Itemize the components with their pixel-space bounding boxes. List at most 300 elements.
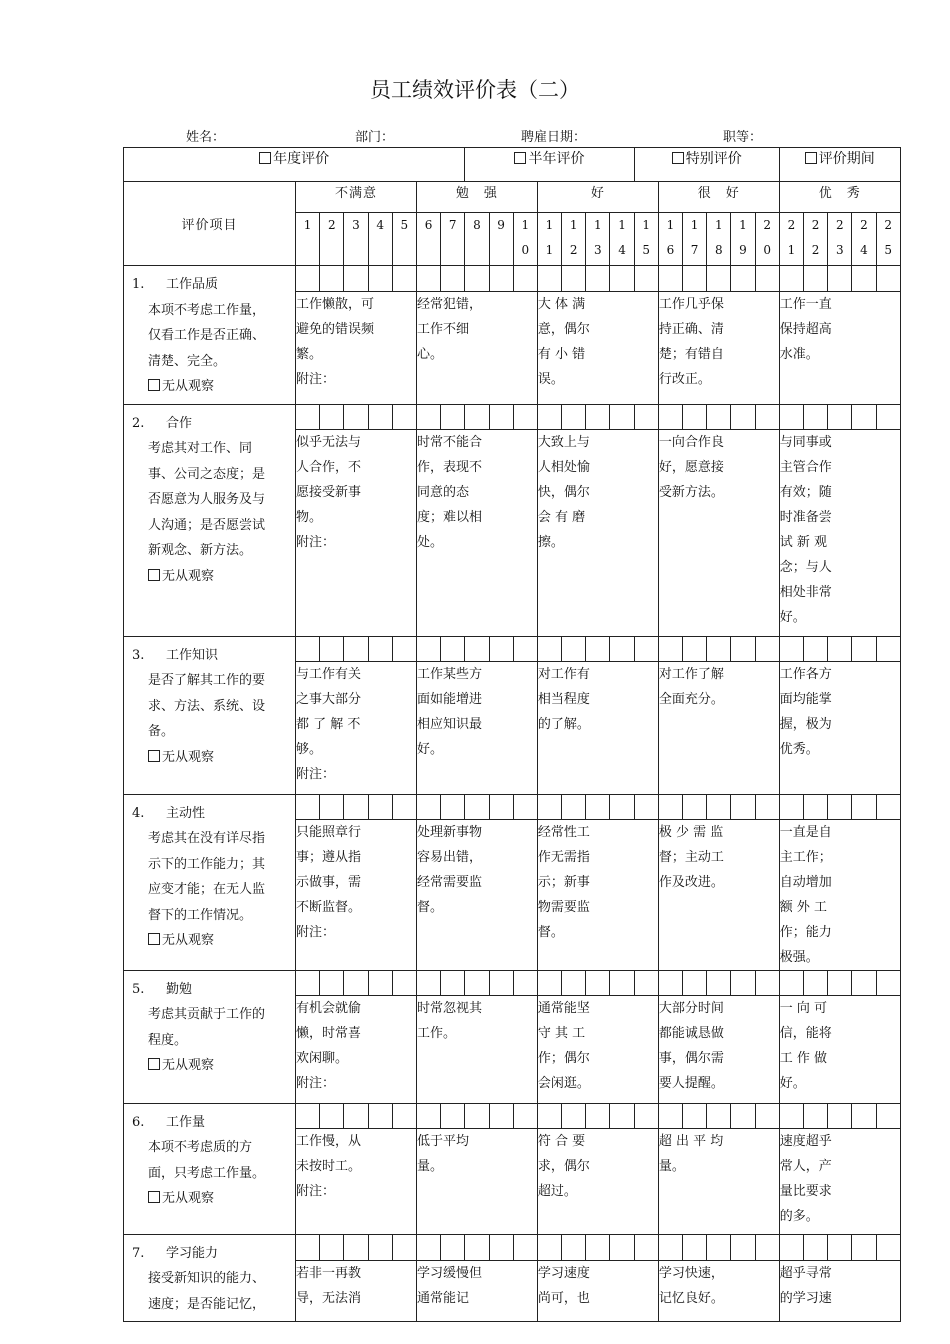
score-box[interactable] <box>658 266 682 292</box>
score-box[interactable] <box>828 266 852 292</box>
score-box[interactable] <box>392 404 416 429</box>
score-box[interactable] <box>779 970 803 995</box>
level-line: 作及改进。 <box>658 874 724 890</box>
score-box[interactable] <box>344 1234 368 1261</box>
score-box[interactable] <box>441 404 465 429</box>
score-box[interactable] <box>876 636 900 661</box>
level-line: 时常忽视其 <box>416 1000 482 1016</box>
item-desc-line: 考虑其贡献于工作的 <box>148 1007 266 1022</box>
score-box[interactable] <box>852 1103 876 1128</box>
score-box[interactable] <box>707 970 731 995</box>
level-description <box>658 1128 779 1234</box>
score-box[interactable] <box>465 1234 489 1261</box>
score-box[interactable] <box>562 404 586 429</box>
score-box[interactable] <box>876 266 900 292</box>
level-description <box>296 995 417 1103</box>
item-desc-line: 速度；是否能记忆， <box>148 1296 266 1312</box>
score-box[interactable] <box>658 404 682 429</box>
level-line: 一向合作良 <box>658 434 724 450</box>
level-line: 超乎寻常 <box>779 1266 832 1282</box>
score-box[interactable] <box>416 266 440 292</box>
score-digit: 0 <box>521 243 530 257</box>
score-box[interactable] <box>779 404 803 429</box>
score-box[interactable] <box>465 1103 489 1128</box>
score-box[interactable] <box>828 1234 852 1261</box>
score-box[interactable] <box>465 636 489 661</box>
score-box[interactable] <box>465 970 489 995</box>
score-box[interactable] <box>465 404 489 429</box>
score-box[interactable] <box>586 636 610 661</box>
score-box[interactable] <box>852 1234 876 1261</box>
level-line: 会闲逛。 <box>537 1075 590 1091</box>
score-box[interactable] <box>537 970 561 995</box>
score-box[interactable] <box>707 266 731 292</box>
score-box[interactable] <box>586 404 610 429</box>
score-box[interactable] <box>513 1234 537 1261</box>
no-observe-option[interactable] <box>148 745 287 771</box>
score-digit: 3 <box>594 243 602 257</box>
score-box[interactable] <box>344 636 368 661</box>
score-13 <box>586 213 610 266</box>
item-number: 2. <box>132 415 145 431</box>
item-number: 5. <box>132 981 145 997</box>
score-box[interactable] <box>731 794 755 819</box>
score-box[interactable] <box>634 970 658 995</box>
score-box[interactable] <box>707 636 731 661</box>
score-box[interactable] <box>634 266 658 292</box>
level-line: 快，偶尔 <box>537 484 590 500</box>
level-description <box>296 429 417 636</box>
score-digit: 2 <box>763 218 771 232</box>
score-box[interactable] <box>707 1103 731 1128</box>
score-box[interactable] <box>562 970 586 995</box>
score-box[interactable] <box>296 970 320 995</box>
score-box[interactable] <box>320 636 344 661</box>
score-11 <box>537 213 561 266</box>
score-box[interactable] <box>562 1234 586 1261</box>
score-box[interactable] <box>731 1234 755 1261</box>
score-22 <box>803 213 827 266</box>
item-desc-line: 清楚、完全。 <box>148 353 227 369</box>
score-box[interactable] <box>876 1103 900 1128</box>
score-box[interactable] <box>586 1103 610 1128</box>
period-annual-option[interactable] <box>124 148 465 182</box>
score-box[interactable] <box>296 1103 320 1128</box>
level-line: 示做事，需 <box>296 874 362 890</box>
level-description <box>658 292 779 404</box>
score-box[interactable] <box>586 266 610 292</box>
item-title-text: 工作量 <box>166 1114 206 1130</box>
checkbox-icon[interactable] <box>148 569 160 581</box>
score-box[interactable] <box>416 636 440 661</box>
score-box[interactable] <box>852 970 876 995</box>
score-box[interactable] <box>779 1234 803 1261</box>
score-box[interactable] <box>610 1103 634 1128</box>
level-line: 楚；有错自 <box>658 347 724 363</box>
period-range-option[interactable] <box>779 148 900 182</box>
level-line: 经常犯错， <box>416 297 482 313</box>
score-box[interactable] <box>586 970 610 995</box>
score-box[interactable] <box>344 266 368 292</box>
score-box[interactable] <box>416 970 440 995</box>
score-box[interactable] <box>368 404 392 429</box>
level-line: 工 作 做 <box>779 1050 828 1066</box>
score-box[interactable] <box>634 636 658 661</box>
eval-item-header: 评价项目 <box>124 182 296 266</box>
level-line: 物需要监 <box>537 899 590 915</box>
score-box[interactable] <box>392 1234 416 1261</box>
score-box[interactable] <box>683 794 707 819</box>
score-box[interactable] <box>658 1234 682 1261</box>
score-box[interactable] <box>416 404 440 429</box>
checkbox-icon[interactable] <box>148 1058 160 1070</box>
no-observe-option[interactable] <box>148 1053 287 1079</box>
score-box[interactable] <box>731 266 755 292</box>
score-box[interactable] <box>562 636 586 661</box>
score-box[interactable] <box>658 636 682 661</box>
score-box[interactable] <box>803 1103 827 1128</box>
score-box[interactable] <box>610 1234 634 1261</box>
score-box[interactable] <box>368 1103 392 1128</box>
checkbox-icon[interactable] <box>148 379 160 391</box>
score-box[interactable] <box>537 794 561 819</box>
item-desc-line: 本项不考虑工作量， <box>148 302 266 318</box>
score-box[interactable] <box>296 404 320 429</box>
score-2 <box>320 213 344 266</box>
score-digit: 1 <box>690 218 699 232</box>
score-digit: 1 <box>303 218 312 232</box>
score-box[interactable] <box>876 794 900 819</box>
score-box[interactable] <box>634 794 658 819</box>
score-box[interactable] <box>779 266 803 292</box>
level-line: 经常性工 <box>537 824 590 840</box>
score-box[interactable] <box>513 794 537 819</box>
score-box[interactable] <box>634 1234 658 1261</box>
item-number: 1. <box>132 277 145 292</box>
grade-good: 好 <box>537 182 658 213</box>
level-line: 相当程度 <box>537 691 590 707</box>
item-number: 7. <box>132 1245 145 1261</box>
score-box[interactable] <box>755 404 779 429</box>
score-box[interactable] <box>441 1103 465 1128</box>
score-box[interactable] <box>683 636 707 661</box>
level-line: 欢闲聊。 <box>296 1050 349 1066</box>
score-digit: 4 <box>860 243 868 257</box>
score-box[interactable] <box>634 404 658 429</box>
item-title-text: 工作品质 <box>166 277 219 292</box>
score-box[interactable] <box>513 636 537 661</box>
department-label: 部门： <box>355 130 395 145</box>
item-desc-line: 面，只考虑工作量。 <box>148 1165 266 1181</box>
score-digit: 2 <box>835 218 844 232</box>
score-box[interactable] <box>779 794 803 819</box>
score-box[interactable] <box>852 636 876 661</box>
score-box[interactable] <box>392 266 416 292</box>
score-box[interactable] <box>320 266 344 292</box>
score-box[interactable] <box>320 1103 344 1128</box>
score-digit: 7 <box>690 243 699 257</box>
score-box[interactable] <box>416 1234 440 1261</box>
score-box[interactable] <box>803 266 827 292</box>
score-box[interactable] <box>803 794 827 819</box>
level-line: 试 新 观 <box>779 534 828 550</box>
score-box[interactable] <box>707 1234 731 1261</box>
item-row <box>124 794 901 819</box>
score-box[interactable] <box>441 794 465 819</box>
score-box[interactable] <box>876 404 900 429</box>
hire-date-label: 聘雇日期： <box>521 130 587 145</box>
checkbox-icon[interactable] <box>514 152 526 164</box>
score-box[interactable] <box>489 404 513 429</box>
score-box[interactable] <box>828 1103 852 1128</box>
score-box[interactable] <box>755 1103 779 1128</box>
score-25 <box>876 213 900 266</box>
score-box[interactable] <box>610 636 634 661</box>
score-box[interactable] <box>441 266 465 292</box>
score-box[interactable] <box>465 794 489 819</box>
score-box[interactable] <box>320 794 344 819</box>
score-box[interactable] <box>562 794 586 819</box>
score-box[interactable] <box>416 1103 440 1128</box>
score-box[interactable] <box>586 1234 610 1261</box>
score-box[interactable] <box>344 1103 368 1128</box>
score-box[interactable] <box>562 266 586 292</box>
level-line: 速度超乎 <box>779 1133 832 1149</box>
score-box[interactable] <box>803 1234 827 1261</box>
score-box[interactable] <box>803 970 827 995</box>
score-box[interactable] <box>368 1234 392 1261</box>
score-digit: 1 <box>569 218 578 232</box>
no-observe-option[interactable] <box>148 1186 287 1212</box>
score-box[interactable] <box>296 266 320 292</box>
score-box[interactable] <box>852 266 876 292</box>
level-line: 懒，时常喜 <box>296 1025 362 1041</box>
level-line: 事，偶尔需 <box>658 1050 724 1066</box>
level-line: 一 向 可 <box>779 1000 828 1016</box>
item-desc-line: 程度。 <box>148 1032 188 1048</box>
score-box[interactable] <box>441 636 465 661</box>
attachment-note-label: 附注： <box>296 1183 336 1199</box>
score-box[interactable] <box>392 636 416 661</box>
score-box[interactable] <box>537 1103 561 1128</box>
level-line: 学习快速， <box>658 1266 724 1282</box>
score-box[interactable] <box>368 794 392 819</box>
score-box[interactable] <box>368 636 392 661</box>
score-box[interactable] <box>755 636 779 661</box>
score-box[interactable] <box>344 794 368 819</box>
item-desc-line: 考虑其在没有详尽指 <box>148 831 266 846</box>
score-box[interactable] <box>803 636 827 661</box>
score-box[interactable] <box>537 404 561 429</box>
score-box[interactable] <box>707 794 731 819</box>
score-box[interactable] <box>755 266 779 292</box>
score-box[interactable] <box>537 636 561 661</box>
level-line: 学习速度 <box>537 1266 590 1282</box>
score-digit: 8 <box>714 243 723 257</box>
level-line: 握，极为 <box>779 716 832 732</box>
level-line: 信，能将 <box>779 1025 832 1041</box>
score-box[interactable] <box>513 404 537 429</box>
score-box[interactable] <box>707 404 731 429</box>
score-digit: 9 <box>739 243 747 257</box>
item-row <box>124 1103 901 1128</box>
score-box[interactable] <box>852 404 876 429</box>
no-observe-label: 无从观察 <box>162 379 215 394</box>
score-24 <box>852 213 876 266</box>
level-line: 作；能力 <box>779 924 832 940</box>
level-line: 工作各方 <box>779 666 832 682</box>
checkbox-icon[interactable] <box>148 933 160 945</box>
level-line: 全面充分。 <box>658 691 724 707</box>
item-title <box>132 643 287 669</box>
score-box[interactable] <box>731 404 755 429</box>
score-box[interactable] <box>489 1234 513 1261</box>
item-row <box>124 970 901 995</box>
score-box[interactable] <box>755 1234 779 1261</box>
score-box[interactable] <box>344 970 368 995</box>
score-box[interactable] <box>610 794 634 819</box>
level-description <box>296 661 417 794</box>
score-box[interactable] <box>562 1103 586 1128</box>
no-observe-option[interactable] <box>148 564 287 590</box>
evaluation-table <box>123 147 901 1322</box>
score-box[interactable] <box>513 970 537 995</box>
score-box[interactable] <box>852 794 876 819</box>
name-label: 姓名： <box>186 130 226 145</box>
score-box[interactable] <box>779 636 803 661</box>
score-box[interactable] <box>683 404 707 429</box>
score-box[interactable] <box>731 636 755 661</box>
score-box[interactable] <box>320 970 344 995</box>
score-digit: 9 <box>497 218 505 232</box>
checkbox-icon[interactable] <box>259 152 271 164</box>
score-digit: 4 <box>618 243 626 257</box>
score-box[interactable] <box>658 1103 682 1128</box>
score-box[interactable] <box>828 636 852 661</box>
score-box[interactable] <box>537 266 561 292</box>
level-line: 对工作了解 <box>658 666 724 682</box>
score-box[interactable] <box>513 266 537 292</box>
checkbox-icon[interactable] <box>148 750 160 762</box>
score-20 <box>755 213 779 266</box>
score-box[interactable] <box>441 1234 465 1261</box>
score-box[interactable] <box>441 970 465 995</box>
level-line: 通常能坚 <box>537 1000 590 1016</box>
score-box[interactable] <box>683 266 707 292</box>
level-line: 事；遵从指 <box>296 849 362 865</box>
item-title <box>132 411 287 437</box>
score-box[interactable] <box>683 970 707 995</box>
score-box[interactable] <box>392 1103 416 1128</box>
score-box[interactable] <box>731 970 755 995</box>
level-line: 量。 <box>416 1158 443 1174</box>
score-box[interactable] <box>296 636 320 661</box>
score-box[interactable] <box>416 794 440 819</box>
score-box[interactable] <box>489 794 513 819</box>
level-line: 与工作有关 <box>296 666 362 682</box>
score-box[interactable] <box>876 970 900 995</box>
item-row <box>124 404 901 429</box>
score-box[interactable] <box>489 1103 513 1128</box>
level-line: 水准。 <box>779 347 819 363</box>
score-box[interactable] <box>465 266 489 292</box>
level-line: 求，偶尔 <box>537 1158 590 1174</box>
level-description <box>296 1128 417 1234</box>
period-half-year-option[interactable] <box>465 148 634 182</box>
level-line: 的了解。 <box>537 716 590 732</box>
item-description-cell <box>124 404 296 636</box>
score-4 <box>368 213 392 266</box>
score-box[interactable] <box>658 794 682 819</box>
score-box[interactable] <box>296 794 320 819</box>
score-box[interactable] <box>828 404 852 429</box>
checkbox-icon[interactable] <box>672 152 684 164</box>
score-box[interactable] <box>683 1103 707 1128</box>
score-box[interactable] <box>320 1234 344 1261</box>
score-box[interactable] <box>320 404 344 429</box>
score-6 <box>416 213 440 266</box>
score-box[interactable] <box>489 970 513 995</box>
score-box[interactable] <box>392 794 416 819</box>
attachment-note-label: 附注： <box>296 924 336 940</box>
no-observe-option[interactable] <box>148 928 287 954</box>
period-special-option[interactable] <box>634 148 779 182</box>
period-special-label: 特别评价 <box>685 151 742 167</box>
level-line: 只能照章行 <box>296 824 362 840</box>
score-box[interactable] <box>683 1234 707 1261</box>
score-box[interactable] <box>803 404 827 429</box>
grade-row <box>124 182 901 213</box>
score-digit: 5 <box>642 243 651 257</box>
score-box[interactable] <box>610 404 634 429</box>
score-box[interactable] <box>344 404 368 429</box>
level-description <box>779 819 900 970</box>
item-title <box>132 1241 287 1267</box>
score-box[interactable] <box>610 970 634 995</box>
score-box[interactable] <box>586 794 610 819</box>
level-line: 的学习速 <box>779 1291 832 1307</box>
score-box[interactable] <box>489 636 513 661</box>
checkbox-icon[interactable] <box>805 152 817 164</box>
score-box[interactable] <box>828 794 852 819</box>
score-box[interactable] <box>537 1234 561 1261</box>
score-box[interactable] <box>610 266 634 292</box>
score-box[interactable] <box>489 266 513 292</box>
score-box[interactable] <box>828 970 852 995</box>
level-description <box>537 1261 658 1322</box>
score-box[interactable] <box>513 1103 537 1128</box>
score-box[interactable] <box>755 970 779 995</box>
score-box[interactable] <box>296 1234 320 1261</box>
item-description-cell <box>124 1103 296 1234</box>
score-box[interactable] <box>368 970 392 995</box>
level-description <box>296 292 417 404</box>
level-line: 面均能掌 <box>779 691 832 707</box>
score-box[interactable] <box>876 1234 900 1261</box>
checkbox-icon[interactable] <box>148 1191 160 1203</box>
item-number: 4. <box>132 805 145 821</box>
score-box[interactable] <box>755 794 779 819</box>
level-line: 守 其 工 <box>537 1025 586 1041</box>
item-title-text: 勤勉 <box>166 981 193 997</box>
score-box[interactable] <box>392 970 416 995</box>
score-box[interactable] <box>368 266 392 292</box>
score-box[interactable] <box>658 970 682 995</box>
score-box[interactable] <box>634 1103 658 1128</box>
score-box[interactable] <box>779 1103 803 1128</box>
score-box[interactable] <box>731 1103 755 1128</box>
no-observe-option[interactable] <box>148 374 287 400</box>
